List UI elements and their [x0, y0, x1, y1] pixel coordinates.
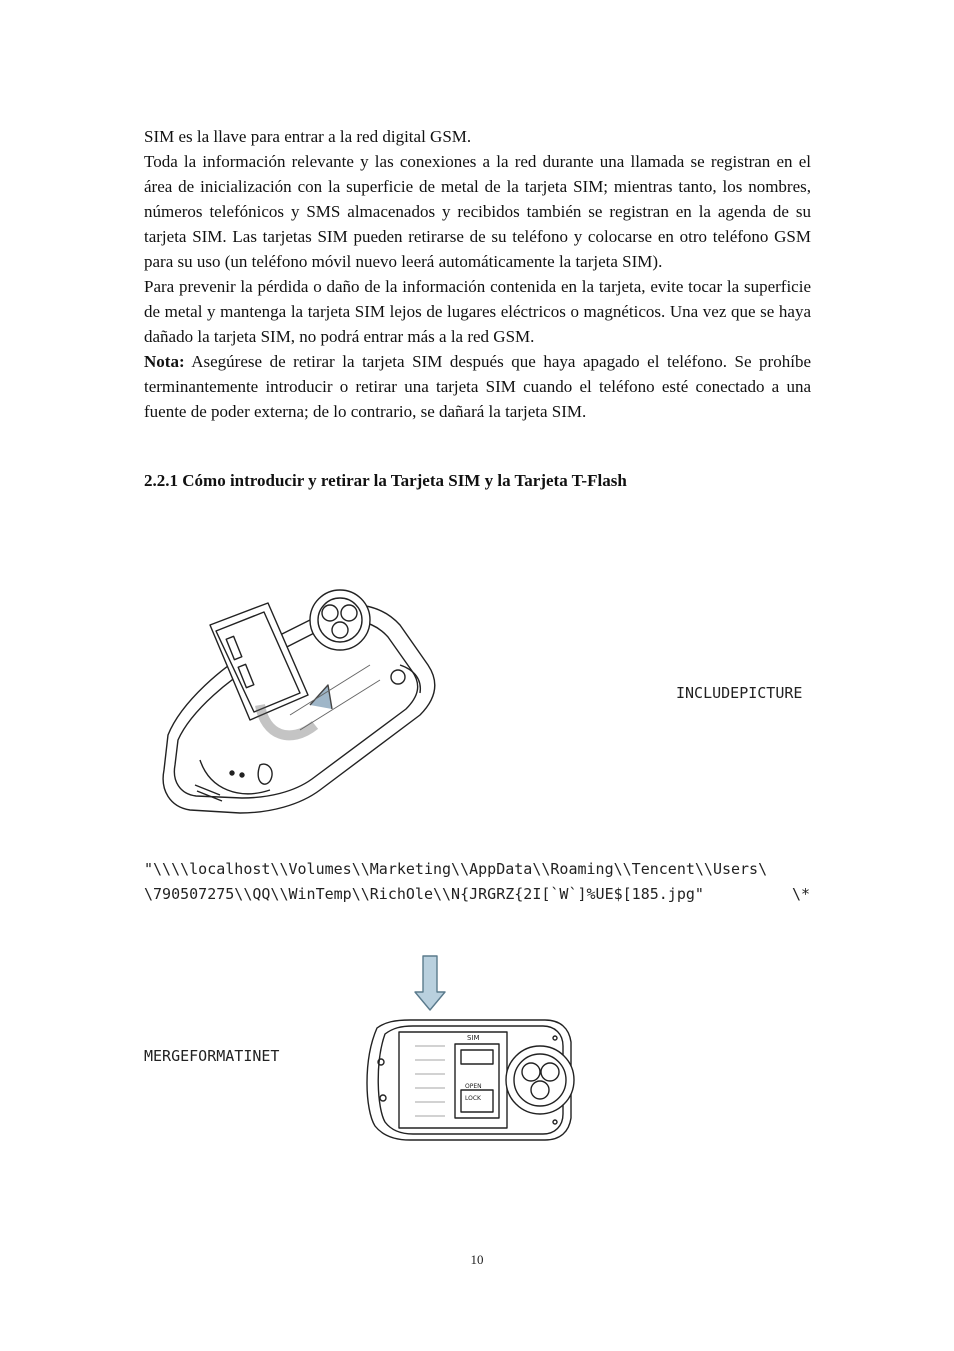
- body-text: [144, 124, 811, 424]
- format-switch-code: \*: [792, 885, 811, 903]
- picture-path-line-1: "\\\\localhost\\Volumes\\Marketing\\AppData\\Roaming\\Tencent\\Users\: [144, 860, 768, 878]
- paragraph-sim-info: Toda la información relevante y las conexiones a la red durante una llamada se registran en el área de inicialización con la superficie de metal de la tarjeta SIM; mientras tanto, los nombres, números telefónicos y SMS almacenados y recibidos también se registran en la agenda de su tarjeta SIM. Las tarjetas SIM pueden retirarse de su teléfono y colocarse en otro teléfono GSM para su uso (un teléfono móvil nuevo leerá automáticamente la tarjeta SIM).: [144, 152, 811, 271]
- sim-slot-label: SIM: [467, 1034, 480, 1042]
- sim-slot-illustration: [355, 950, 585, 1150]
- lock-label: LOCK: [465, 1095, 481, 1102]
- paragraph-sim-intro: SIM es la llave para entrar a la red digital GSM.: [144, 127, 472, 146]
- paragraph-note: [144, 349, 811, 424]
- note-text: Asegúrese de retirar la tarjeta SIM después que haya apagado el teléfono. Se prohíbe terminantemente introducir o retirar una tarjeta SIM cuando el teléfono esté conectado a una fuente de poder externa; de lo contrario, se dañará la tarjeta SIM.: [144, 352, 811, 421]
- open-label: OPEN: [465, 1083, 482, 1090]
- picture-path-line-2: \790507275\\QQ\\WinTemp\\RichOle\\N{JRGRZ{2I[`W`]%UE$[185.jpg": [144, 885, 704, 903]
- phone-open-cover-illustration: [150, 585, 450, 830]
- include-picture-code: INCLUDEPICTURE: [676, 684, 803, 702]
- page-number: 10: [470, 1252, 484, 1267]
- section-heading: 2.2.1 Cómo introducir y retirar la Tarjeta SIM y la Tarjeta T-Flash: [144, 471, 627, 490]
- paragraph-sim-care: Para prevenir la pérdida o daño de la información contenida en la tarjeta, evite tocar la superficie de metal y mantenga la tarjeta SIM lejos de lugares eléctricos o magnéticos. Una vez que se haya dañado la tarjeta SIM, no podrá entrar más a la red GSM.: [144, 277, 811, 346]
- note-label: Nota:: [144, 352, 185, 371]
- merge-format-code: MERGEFORMATINET: [144, 1047, 280, 1065]
